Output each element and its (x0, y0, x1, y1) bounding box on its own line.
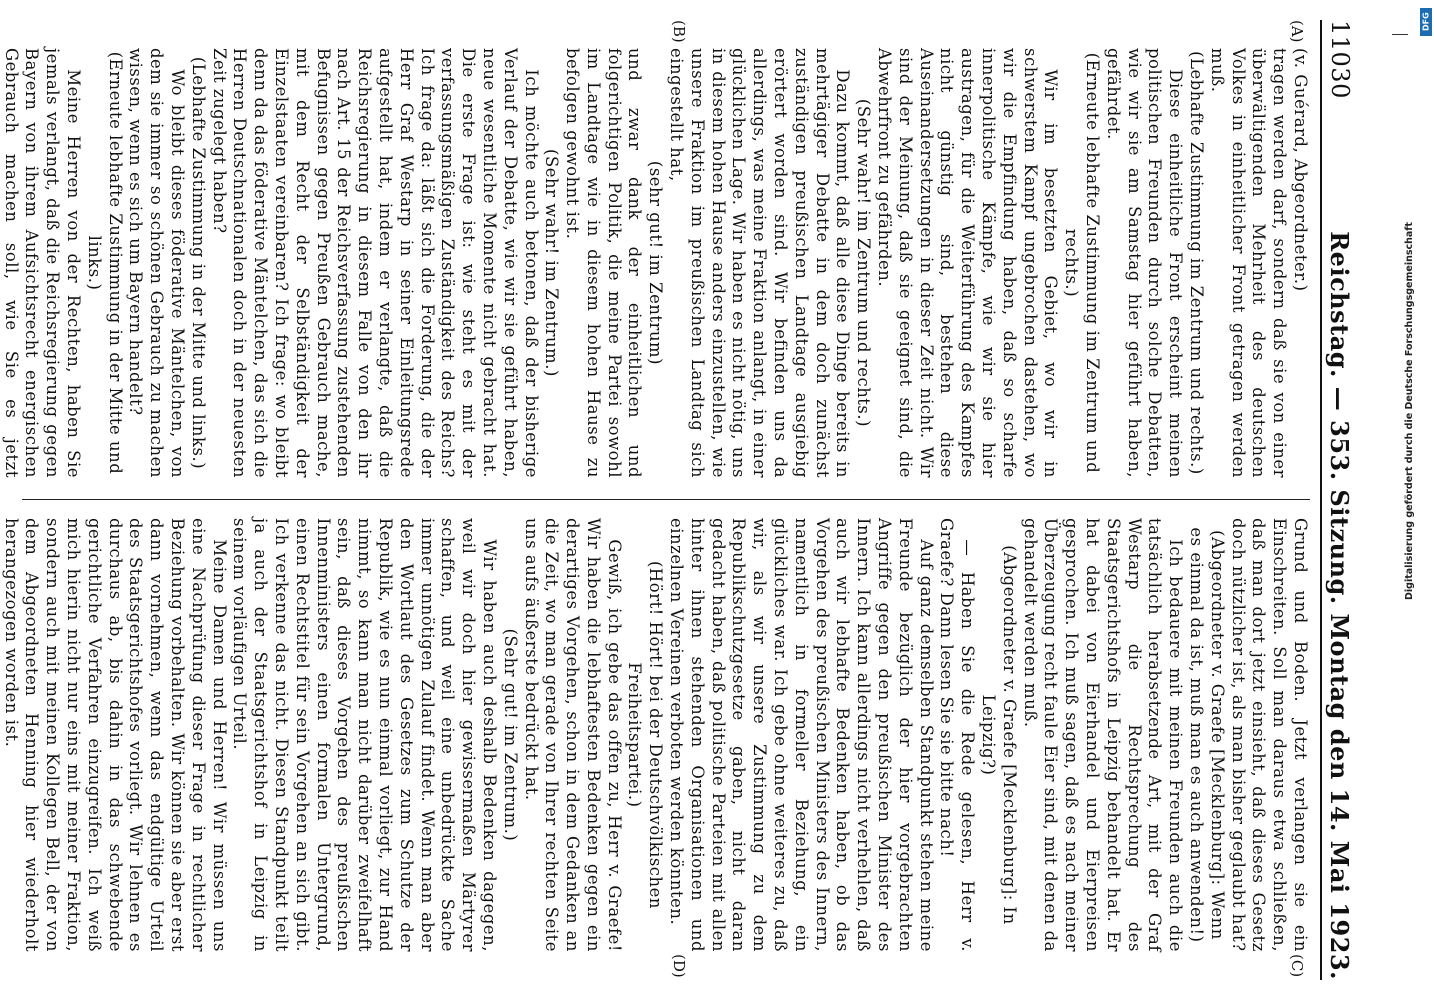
interjection: (Lebhafte Zustimmung in der Mitte und links.) (188, 56, 208, 470)
interjection: (Erneute lebhafte Zustimmung im Zentrum und rechts.) (1062, 52, 1103, 474)
margin-mark-a: (A) (1288, 20, 1306, 43)
dfg-watermark-strip (1398, 0, 1434, 1000)
paragraph: Wo bleibt dieses föderative Mäntelchen, von dem sie immer so schönen Gebrauch zu machen wissen, wenn es sich um Bayern handelt? (126, 48, 187, 478)
interjection: (Hört! Hört! bei der Deutschvölkischen Freiheitspartei.) (625, 560, 666, 910)
paragraph: tragen werden darf, sondern daß sie von einer überwältigenden Mehrheit des deutschen Volkes in einheitlicher Front getragen werden muß. (1207, 48, 1290, 478)
interjection: (Abgeordneter v. Graefe [Mecklenburg]: Wenn es einmal da ist, muß man es auch anwenden!) (1187, 527, 1227, 943)
paragraph: — Haben Sie die Rede gelesen, Herr v. Graefe? Dann lesen Sie sie bitte nach! (937, 518, 978, 952)
scanned-page (1, 20, 1358, 980)
paragraph: Meine Damen und Herren! Wir müssen uns eine Nachprüfung dieser Frage in rechtlicher Beziehung vorbehalten. Wir können sie aber erst dann vornehmen, wenn das endgültige Urteil des Staatsgerichtshofes vorliegt. Wir lehnen es durchaus ab, bis dahin in das schwebende gerichtliche Verfahren einzugreifen. Ich weiß mich hierin nicht nur eins mit meiner Fraktion, sondern auch mit meinen Kollegen Bell, der von dem Abgeordneten Henning hier wiederholt herangezogen worden ist. (1, 518, 229, 952)
rotated-page-content (1, 20, 1358, 980)
right-column (1, 518, 1310, 952)
paragraph: Dazu kommt, daß alle diese Dinge bereits in mehrtägiger Debatte in dem doch zunächst zuständigen preußischen Landtage ausgiebig erörtert worden sind. Wir befinden uns da allerdings, was meine Fraktion anlangt, in einer glücklichen Lage. Wir haben es nicht nötig, uns in diesem hohen Hause anders einzustellen, wie unsere Fraktion im preußischen Landtag sich eingestellt hat, (667, 48, 853, 478)
dfg-funding-notice: Digitalisierung gefördert durch die Deutsche Forschungsgemeinschaft (1404, 222, 1415, 600)
interjection: (Sehr wahr! im Zentrum.) (542, 149, 562, 377)
paragraph: Meine Herren von der Rechten, haben Sie jemals verlangt, daß die Reichsregierung gegen Bayern von ihrem Aufsichtsrecht energischen Gebrauch machen soll, wie Sie es jetzt (1, 48, 83, 478)
interjection: (Abgeordneter v. Graefe [Mecklenburg]: In Leipzig?) (979, 545, 1019, 925)
margin-mark-d: (D) (670, 954, 688, 978)
paragraph: Gewiß, ich gebe das offen zu, Herr v. Graefe! Wir haben die lebhaftesten Bedenken gegen ein derartiges Vorgehen, schon in dem Gedanken an die Zeit, wo man gerade von Ihrer rechten Seite uns aufs äußerste bedrückt hat. (521, 518, 624, 952)
interjection: (sehr gut! im Zentrum) (646, 160, 666, 366)
page-number: 11030 (1326, 20, 1354, 99)
paragraph: und zwar dank der einheitlichen und folgerichtigen Politik, die meine Partei sowohl im Landtage wie in diesem hohen Hause zu befolgen gewohnt ist. (563, 48, 645, 478)
paragraph: (v. Guérard, Abgeordneter.) (1291, 48, 1310, 292)
paragraph: Grund und Boden. Jetzt verlangen sie ein Einschreiten. Soll man daraus etwa schließen, daß man dort jetzt einsieht, daß dieses Gesetz doch nützlicher ist, als man bisher geglaubt hat? (1228, 518, 1310, 952)
paragraph: Wir im besetzten Gebiet, wo wir in schwerstem Kampf ungebrochen dastehen, wo wir die Empfindung haben, daß so scharfe innerpolitische Kämpfe, wie wir sie hier austragen, für die Weiterführung des Kampfes nicht günstig sind, bestehen diese Auseinandersetzungen in dieser Zeit nicht. Wir sind der Meinung, daß sie geeignet sind, die Abwehrfront zu gefährden. (875, 48, 1061, 478)
dfg-logo: DFG (1420, 8, 1432, 36)
paragraph: Wir haben auch deshalb Bedenken dagegen, weil wir doch hier gewissermaßen Märtyrer schaffen, und weil eine unbedrückte Sache immer unnötigen Zulauf findet. Wenn man aber den Wortlaut des Gesetzes zum Schutze der Republik, wie es nun einmal vorliegt, zur Hand nimmt, so kann man nicht darüber zweifelhaft sein, daß dieses Vorgehen des preußischen Innenministers einen formalen Untergrund, einen Rechtstitel für sein Vorgehen an sich gibt. Ich verkenne das nicht. Diesen Standpunkt teilt ja auch der Staatsgerichtshof in Leipzig in seinem vorläufigen Urteil. (230, 518, 499, 952)
paragraph: Ich möchte auch betonen, daß der bisherige Verlauf der Debatte, wie wir sie geführt haben, neue wesentliche Momente nicht gebracht hat. Die erste Frage ist: wie steht es mit der verfassungsmäßigen Zuständigkeit des Reichs? Ich frage da: läßt sich die Forderung, die der Herr Graf Westarp in seiner Einleitungsrede aufgestellt hat, indem er verlangte, daß die Reichsregierung in diesem Falle von den ihr nach Art. 15 der Reichsverfassung zustehenden Befugnissen gegen Preußen Gebrauch mache, mit dem Recht der Selbständigkeit der Einzelstaaten vereinbaren? Ich frage: wo bleibt denn da das föderative Mäntelchen, das sich die Herren Deutschnationalen doch in der neuesten Zeit zugelegt haben? (209, 48, 541, 478)
margin-mark-c: (C) (1288, 954, 1306, 978)
page-title: Reichstag. — 353. Sitzung. Montag den 14. Mai 1923. (1325, 231, 1355, 980)
interjection: (Sehr wahr! im Zentrum und rechts.) (854, 98, 874, 428)
left-column (1, 48, 1310, 478)
page-header (1320, 20, 1358, 980)
paragraph: Ich bedauere mit meinen Freunden auch die tatsächlich herabsetzende Art, mit der Graf Westarp die Rechtsprechung des Staatsgerichtshofs in Leipzig behandelt hat. Er hat dabei von Eierhandel und Eierpreisen gesprochen. Ich muß sagen, daß es nach meiner Überzeugung recht faule Eier sind, mit denen da gehandelt werden muß. (1020, 518, 1186, 952)
interjection: (Erneute lebhafte Zustimmung in der Mitte und links.) (84, 51, 125, 475)
column-divider (22, 499, 1310, 500)
paragraph: Auf ganz demselben Standpunkt stehen meine Freunde bezüglich der hier vorgebrachten Angriffe gegen den preußischen Minister des Innern. Ich kann allerdings nicht verhehlen, daß auch wir lebhafte Bedenken haben, ob das Vorgehen des preußischen Ministers des Innern, namentlich in formeller Beziehung, ein glückliches war. Ich gebe ohne weiteres zu, daß wir, als wir unsere Zustimmung zu dem Republikschutzgesetze gaben, nicht daran gedacht haben, daß politische Parteien mit allen hinter ihnen stehenden Organisationen und einzelnen Vereinen verboten werden könnten. (667, 518, 936, 952)
interjection: (Lebhafte Zustimmung im Zentrum und rechts.) (1187, 51, 1207, 475)
margin-mark-b: (B) (670, 20, 688, 43)
paragraph: Diese einheitliche Front erscheint meinen politischen Freunden durch solche Debatten, wie wir sie am Samstag hier geführt haben, gefährdet. (1103, 48, 1186, 478)
interjection: (Sehr gut! im Zentrum.) (500, 628, 520, 842)
